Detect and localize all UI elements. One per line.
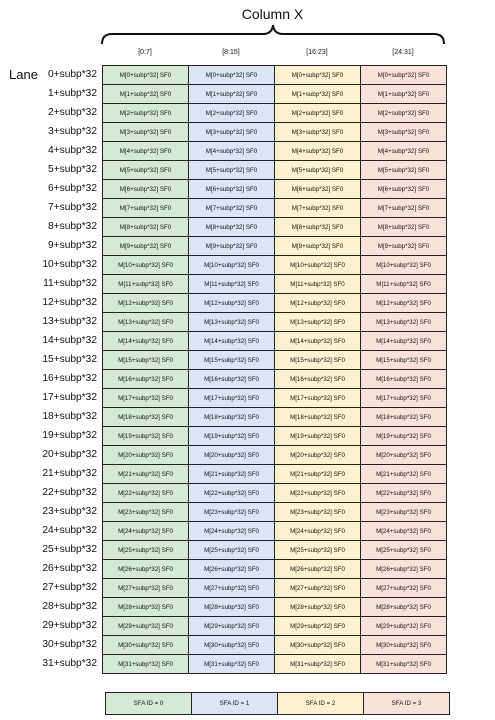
lane-cell: M[31+subp*32] SF0 xyxy=(275,655,361,674)
lane-label: 25+subp*32 xyxy=(42,544,97,555)
lane-row xyxy=(103,655,447,674)
lane-cell: M[2+subp*32] SF0 xyxy=(103,104,189,123)
lane-cell: M[5+subp*32] SF0 xyxy=(189,161,275,180)
lane-cell: M[25+subp*32] SF0 xyxy=(103,541,189,560)
lane-cell: M[18+subp*32] SF0 xyxy=(189,408,275,427)
lane-row xyxy=(103,237,447,256)
lane-cell: M[8+subp*32] SF0 xyxy=(103,218,189,237)
lane-cell: M[9+subp*32] SF0 xyxy=(361,237,447,256)
lane-cell: M[4+subp*32] SF0 xyxy=(361,142,447,161)
lane-cell: M[8+subp*32] SF0 xyxy=(189,218,275,237)
lane-row xyxy=(103,636,447,655)
lane-cell: M[28+subp*32] SF0 xyxy=(275,598,361,617)
lane-row xyxy=(103,465,447,484)
lane-cell: M[6+subp*32] SF0 xyxy=(361,180,447,199)
lane-label: 23+subp*32 xyxy=(42,506,97,517)
lane-title: Lane xyxy=(9,67,38,82)
lane-cell: M[18+subp*32] SF0 xyxy=(103,408,189,427)
lane-cell: M[21+subp*32] SF0 xyxy=(189,465,275,484)
lane-cell: M[8+subp*32] SF0 xyxy=(275,218,361,237)
lane-cell: M[14+subp*32] SF0 xyxy=(275,332,361,351)
lane-cell: M[17+subp*32] SF0 xyxy=(361,389,447,408)
lane-label: 10+subp*32 xyxy=(42,259,97,270)
lane-cell: M[28+subp*32] SF0 xyxy=(361,598,447,617)
lane-cell: M[13+subp*32] SF0 xyxy=(103,313,189,332)
lane-label: 27+subp*32 xyxy=(42,582,97,593)
lane-cell: M[4+subp*32] SF0 xyxy=(103,142,189,161)
lane-row xyxy=(103,617,447,636)
lane-cell: M[28+subp*32] SF0 xyxy=(189,598,275,617)
lane-row xyxy=(103,161,447,180)
lane-cell: M[2+subp*32] SF0 xyxy=(189,104,275,123)
lane-label: 6+subp*32 xyxy=(47,183,97,194)
lane-cell: M[15+subp*32] SF0 xyxy=(361,351,447,370)
lane-label: 11+subp*32 xyxy=(43,278,97,289)
lane-label: 2+subp*32 xyxy=(47,107,97,118)
lane-cell: M[20+subp*32] SF0 xyxy=(189,446,275,465)
lane-cell: M[5+subp*32] SF0 xyxy=(275,161,361,180)
lane-labels xyxy=(0,65,97,673)
lane-cell: M[12+subp*32] SF0 xyxy=(361,294,447,313)
lane-row xyxy=(103,256,447,275)
lane-row xyxy=(103,199,447,218)
lane-label: 17+subp*32 xyxy=(42,392,97,403)
lane-label: 20+subp*32 xyxy=(42,449,97,460)
lane-cell: M[27+subp*32] SF0 xyxy=(189,579,275,598)
lane-label: 12+subp*32 xyxy=(42,297,97,308)
lane-row xyxy=(103,313,447,332)
lane-cell: M[20+subp*32] SF0 xyxy=(275,446,361,465)
sfa-legend xyxy=(105,692,450,715)
lane-cell: M[30+subp*32] SF0 xyxy=(189,636,275,655)
lane-cell: M[14+subp*32] SF0 xyxy=(189,332,275,351)
column-header: [24:31] xyxy=(392,49,414,56)
lane-cell: M[0+subp*32] SF0 xyxy=(103,66,189,85)
lane-row xyxy=(103,522,447,541)
lane-cell: M[17+subp*32] SF0 xyxy=(103,389,189,408)
lane-cell: M[16+subp*32] SF0 xyxy=(103,370,189,389)
lane-cell: M[24+subp*32] SF0 xyxy=(103,522,189,541)
lane-row xyxy=(103,408,447,427)
lane-row xyxy=(103,294,447,313)
lane-row xyxy=(103,598,447,617)
column-header: [16:23] xyxy=(306,49,328,56)
lane-cell: M[3+subp*32] SF0 xyxy=(189,123,275,142)
lane-cell: M[19+subp*32] SF0 xyxy=(361,427,447,446)
lane-cell: M[27+subp*32] SF0 xyxy=(103,579,189,598)
lane-cell: M[31+subp*32] SF0 xyxy=(189,655,275,674)
lane-cell: M[31+subp*32] SF0 xyxy=(361,655,447,674)
lane-grid xyxy=(102,65,447,674)
lane-label: 5+subp*32 xyxy=(47,164,97,175)
lane-cell: M[18+subp*32] SF0 xyxy=(361,408,447,427)
lane-cell: M[2+subp*32] SF0 xyxy=(275,104,361,123)
lane-row xyxy=(103,503,447,522)
lane-cell: M[10+subp*32] SF0 xyxy=(103,256,189,275)
lane-cell: M[27+subp*32] SF0 xyxy=(361,579,447,598)
lane-cell: M[10+subp*32] SF0 xyxy=(361,256,447,275)
lane-cell: M[22+subp*32] SF0 xyxy=(361,484,447,503)
lane-cell: M[25+subp*32] SF0 xyxy=(361,541,447,560)
lane-cell: M[24+subp*32] SF0 xyxy=(361,522,447,541)
legend-item-sfa-2: SFA ID = 2 xyxy=(278,693,364,715)
lane-cell: M[11+subp*32] SF0 xyxy=(189,275,275,294)
column-x-title: Column X xyxy=(241,6,304,22)
lane-label: 26+subp*32 xyxy=(42,563,97,574)
column-headers xyxy=(102,46,446,60)
lane-cell: M[6+subp*32] SF0 xyxy=(103,180,189,199)
lane-cell: M[22+subp*32] SF0 xyxy=(189,484,275,503)
lane-cell: M[30+subp*32] SF0 xyxy=(361,636,447,655)
lane-row xyxy=(103,541,447,560)
lane-label: 19+subp*32 xyxy=(42,430,97,441)
lane-row xyxy=(103,484,447,503)
lane-cell: M[17+subp*32] SF0 xyxy=(275,389,361,408)
lane-cell: M[19+subp*32] SF0 xyxy=(103,427,189,446)
lane-cell: M[16+subp*32] SF0 xyxy=(361,370,447,389)
lane-cell: M[20+subp*32] SF0 xyxy=(103,446,189,465)
lane-cell: M[27+subp*32] SF0 xyxy=(275,579,361,598)
lane-row xyxy=(103,104,447,123)
lane-cell: M[12+subp*32] SF0 xyxy=(103,294,189,313)
lane-row xyxy=(103,427,447,446)
lane-cell: M[26+subp*32] SF0 xyxy=(361,560,447,579)
lane-cell: M[3+subp*32] SF0 xyxy=(103,123,189,142)
lane-cell: M[13+subp*32] SF0 xyxy=(275,313,361,332)
lane-cell: M[24+subp*32] SF0 xyxy=(275,522,361,541)
lane-cell: M[26+subp*32] SF0 xyxy=(103,560,189,579)
lane-cell: M[23+subp*32] SF0 xyxy=(361,503,447,522)
lane-cell: M[23+subp*32] SF0 xyxy=(189,503,275,522)
lane-cell: M[8+subp*32] SF0 xyxy=(361,218,447,237)
lane-label: 13+subp*32 xyxy=(42,316,97,327)
lane-cell: M[29+subp*32] SF0 xyxy=(275,617,361,636)
lane-cell: M[15+subp*32] SF0 xyxy=(189,351,275,370)
lane-cell: M[28+subp*32] SF0 xyxy=(103,598,189,617)
lane-cell: M[3+subp*32] SF0 xyxy=(275,123,361,142)
lane-cell: M[0+subp*32] SF0 xyxy=(275,66,361,85)
lane-cell: M[29+subp*32] SF0 xyxy=(189,617,275,636)
lane-cell: M[3+subp*32] SF0 xyxy=(361,123,447,142)
lane-cell: M[18+subp*32] SF0 xyxy=(275,408,361,427)
lane-row xyxy=(103,275,447,294)
lane-row xyxy=(103,560,447,579)
lane-label: 21+subp*32 xyxy=(42,468,97,479)
lane-label: 16+subp*32 xyxy=(42,373,97,384)
lane-row xyxy=(103,579,447,598)
lane-cell: M[15+subp*32] SF0 xyxy=(103,351,189,370)
lane-cell: M[17+subp*32] SF0 xyxy=(189,389,275,408)
lane-cell: M[22+subp*32] SF0 xyxy=(275,484,361,503)
lane-cell: M[26+subp*32] SF0 xyxy=(189,560,275,579)
lane-label: 28+subp*32 xyxy=(42,601,97,612)
lane-cell: M[7+subp*32] SF0 xyxy=(103,199,189,218)
lane-row xyxy=(103,218,447,237)
legend-item-sfa-3: SFA ID = 3 xyxy=(364,693,450,715)
lane-cell: M[1+subp*32] SF0 xyxy=(103,85,189,104)
lane-cell: M[4+subp*32] SF0 xyxy=(189,142,275,161)
lane-label: 4+subp*32 xyxy=(47,145,97,156)
lane-cell: M[7+subp*32] SF0 xyxy=(189,199,275,218)
legend-item-sfa-0: SFA ID = 0 xyxy=(106,693,192,715)
lane-cell: M[31+subp*32] SF0 xyxy=(103,655,189,674)
lane-row xyxy=(103,351,447,370)
lane-cell: M[1+subp*32] SF0 xyxy=(361,85,447,104)
lane-row xyxy=(103,389,447,408)
lane-row xyxy=(103,180,447,199)
lane-cell: M[12+subp*32] SF0 xyxy=(189,294,275,313)
lane-cell: M[11+subp*32] SF0 xyxy=(103,275,189,294)
lane-cell: M[10+subp*32] SF0 xyxy=(275,256,361,275)
column-header: [0:7] xyxy=(138,49,152,56)
lane-cell: M[21+subp*32] SF0 xyxy=(275,465,361,484)
legend-item-sfa-1: SFA ID = 1 xyxy=(192,693,278,715)
lane-cell: M[0+subp*32] SF0 xyxy=(361,66,447,85)
lane-label: 3+subp*32 xyxy=(47,126,97,137)
lane-cell: M[26+subp*32] SF0 xyxy=(275,560,361,579)
lane-cell: M[25+subp*32] SF0 xyxy=(275,541,361,560)
lane-row xyxy=(103,66,447,85)
lane-cell: M[12+subp*32] SF0 xyxy=(275,294,361,313)
lane-cell: M[9+subp*32] SF0 xyxy=(189,237,275,256)
lane-cell: M[7+subp*32] SF0 xyxy=(361,199,447,218)
lane-label: 7+subp*32 xyxy=(47,202,97,213)
lane-cell: M[30+subp*32] SF0 xyxy=(103,636,189,655)
lane-cell: M[10+subp*32] SF0 xyxy=(189,256,275,275)
lane-cell: M[0+subp*32] SF0 xyxy=(189,66,275,85)
lane-cell: M[5+subp*32] SF0 xyxy=(361,161,447,180)
lane-row xyxy=(103,446,447,465)
lane-label: 8+subp*32 xyxy=(47,221,97,232)
lane-label: 18+subp*32 xyxy=(42,411,97,422)
lane-cell: M[24+subp*32] SF0 xyxy=(189,522,275,541)
lane-row xyxy=(103,370,447,389)
lane-row xyxy=(103,142,447,161)
lane-cell: M[2+subp*32] SF0 xyxy=(361,104,447,123)
lane-label: 31+subp*32 xyxy=(42,658,97,669)
lane-cell: M[6+subp*32] SF0 xyxy=(189,180,275,199)
lane-label: 15+subp*32 xyxy=(42,354,97,365)
lane-label: 14+subp*32 xyxy=(42,335,97,346)
lane-cell: M[22+subp*32] SF0 xyxy=(103,484,189,503)
lane-cell: M[7+subp*32] SF0 xyxy=(275,199,361,218)
lane-cell: M[30+subp*32] SF0 xyxy=(275,636,361,655)
lane-cell: M[14+subp*32] SF0 xyxy=(361,332,447,351)
lane-cell: M[19+subp*32] SF0 xyxy=(275,427,361,446)
lane-cell: M[20+subp*32] SF0 xyxy=(361,446,447,465)
lane-row xyxy=(103,123,447,142)
lane-cell: M[13+subp*32] SF0 xyxy=(189,313,275,332)
column-header: [8:15] xyxy=(222,49,240,56)
lane-label: 9+subp*32 xyxy=(47,240,97,251)
lane-cell: M[11+subp*32] SF0 xyxy=(361,275,447,294)
lane-cell: M[16+subp*32] SF0 xyxy=(189,370,275,389)
lane-label: 30+subp*32 xyxy=(42,639,97,650)
lane-cell: M[23+subp*32] SF0 xyxy=(103,503,189,522)
lane-cell: M[21+subp*32] SF0 xyxy=(361,465,447,484)
lane-cell: M[25+subp*32] SF0 xyxy=(189,541,275,560)
lane-label: 1+subp*32 xyxy=(47,88,97,99)
lane-cell: M[5+subp*32] SF0 xyxy=(103,161,189,180)
lane-cell: M[19+subp*32] SF0 xyxy=(189,427,275,446)
lane-cell: M[1+subp*32] SF0 xyxy=(275,85,361,104)
lane-cell: M[15+subp*32] SF0 xyxy=(275,351,361,370)
lane-cell: M[29+subp*32] SF0 xyxy=(103,617,189,636)
lane-cell: M[4+subp*32] SF0 xyxy=(275,142,361,161)
lane-cell: M[14+subp*32] SF0 xyxy=(103,332,189,351)
lane-label: 29+subp*32 xyxy=(42,620,97,631)
lane-label: 0+subp*32 xyxy=(47,69,97,80)
lane-cell: M[9+subp*32] SF0 xyxy=(103,237,189,256)
lane-row xyxy=(103,85,447,104)
lane-cell: M[16+subp*32] SF0 xyxy=(275,370,361,389)
lane-cell: M[1+subp*32] SF0 xyxy=(189,85,275,104)
lane-row xyxy=(103,332,447,351)
lane-cell: M[11+subp*32] SF0 xyxy=(275,275,361,294)
lane-cell: M[23+subp*32] SF0 xyxy=(275,503,361,522)
lane-cell: M[21+subp*32] SF0 xyxy=(103,465,189,484)
lane-cell: M[29+subp*32] SF0 xyxy=(361,617,447,636)
lane-cell: M[9+subp*32] SF0 xyxy=(275,237,361,256)
lane-label: 24+subp*32 xyxy=(42,525,97,536)
lane-label: 22+subp*32 xyxy=(42,487,97,498)
lane-cell: M[13+subp*32] SF0 xyxy=(361,313,447,332)
lane-cell: M[6+subp*32] SF0 xyxy=(275,180,361,199)
